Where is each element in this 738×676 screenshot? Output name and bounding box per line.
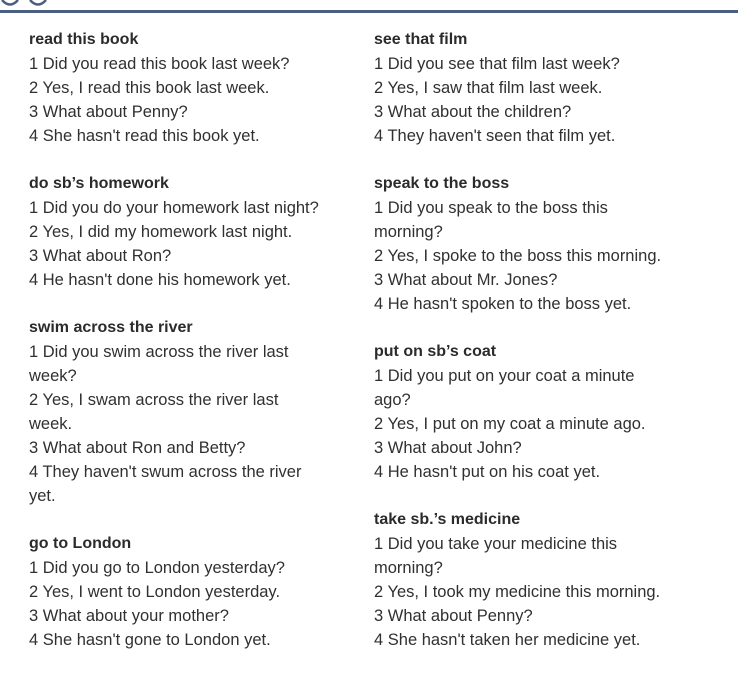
dialogue-line: morning? <box>374 559 443 577</box>
dialogue-line: 4 He hasn't spoken to the boss yet. <box>374 295 632 313</box>
dialogue-line: 4 He hasn't put on his coat yet. <box>374 463 601 481</box>
phrase-block <box>29 28 374 148</box>
phrase-title: put on sb’s coat <box>374 343 497 360</box>
phrase-block <box>374 340 729 484</box>
phrase-block <box>374 508 729 652</box>
dialogue-line: 2 Yes, I put on my coat a minute ago. <box>374 415 646 433</box>
dialogue-line: 4 She hasn't read this book yet. <box>29 127 260 145</box>
dialogue-line: 1 Did you do your homework last night? <box>29 199 319 217</box>
dialogue-line: 2 Yes, I swam across the river last <box>29 391 279 409</box>
dialogue-line: 1 Did you see that film last week? <box>374 55 620 73</box>
phrase-title: go to London <box>29 535 132 552</box>
dialogue-line: 1 Did you take your medicine this <box>374 535 618 553</box>
phrase-title: speak to the boss <box>374 175 510 192</box>
dialogue-line: 2 Yes, I read this book last week. <box>29 79 270 97</box>
dialogue-line: 3 What about Penny? <box>29 103 188 121</box>
dialogue-line: 1 Did you swim across the river last <box>29 343 289 361</box>
dialogue-line: morning? <box>374 223 443 241</box>
dialogue-line: ago? <box>374 391 411 409</box>
dialogue-line: 3 What about Ron and Betty? <box>29 439 246 457</box>
header-decoration <box>0 0 60 10</box>
dialogue-line: 2 Yes, I saw that film last week. <box>374 79 603 97</box>
phrase-block <box>374 172 729 316</box>
dialogue-line: 3 What about your mother? <box>29 607 229 625</box>
dialogue-line: 4 He hasn't done his homework yet. <box>29 271 291 289</box>
dialogue-line: 2 Yes, I took my medicine this morning. <box>374 583 661 601</box>
dialogue-line: 4 They haven't swum across the river <box>29 463 302 481</box>
phrase-title: see that film <box>374 31 468 48</box>
phrase-block <box>29 532 374 652</box>
phrase-title: swim across the river <box>29 319 193 336</box>
left-column <box>29 28 374 676</box>
dialogue-line: 1 Did you go to London yesterday? <box>29 559 285 577</box>
dialogue-line: 3 What about Ron? <box>29 247 172 265</box>
dialogue-line: 3 What about the children? <box>374 103 572 121</box>
phrase-block <box>29 316 374 508</box>
phrase-block <box>374 28 729 148</box>
dialogue-line: week? <box>29 367 77 385</box>
header-divider <box>0 10 738 13</box>
dialogue-line: 2 Yes, I spoke to the boss this morning. <box>374 247 662 265</box>
phrase-block <box>29 172 374 292</box>
dialogue-line: 2 Yes, I went to London yesterday. <box>29 583 281 601</box>
phrase-title: do sb’s homework <box>29 175 169 192</box>
dialogue-line: 3 What about Penny? <box>374 607 533 625</box>
dialogue-line: 4 They haven't seen that film yet. <box>374 127 616 145</box>
phrase-title: read this book <box>29 31 139 48</box>
dialogue-line: yet. <box>29 487 56 505</box>
dialogue-line: 1 Did you put on your coat a minute <box>374 367 635 385</box>
dialogue-line: 3 What about John? <box>374 439 522 457</box>
dialogue-line: 2 Yes, I did my homework last night. <box>29 223 293 241</box>
dialogue-line: 1 Did you speak to the boss this <box>374 199 608 217</box>
dialogue-line: 3 What about Mr. Jones? <box>374 271 558 289</box>
dialogue-line: 1 Did you read this book last week? <box>29 55 290 73</box>
dialogue-line: week. <box>29 415 73 433</box>
phrase-title: take sb.’s medicine <box>374 511 521 528</box>
right-column <box>374 28 729 676</box>
dialogue-line: 4 She hasn't gone to London yet. <box>29 631 271 649</box>
dialogue-line: 4 She hasn't taken her medicine yet. <box>374 631 641 649</box>
